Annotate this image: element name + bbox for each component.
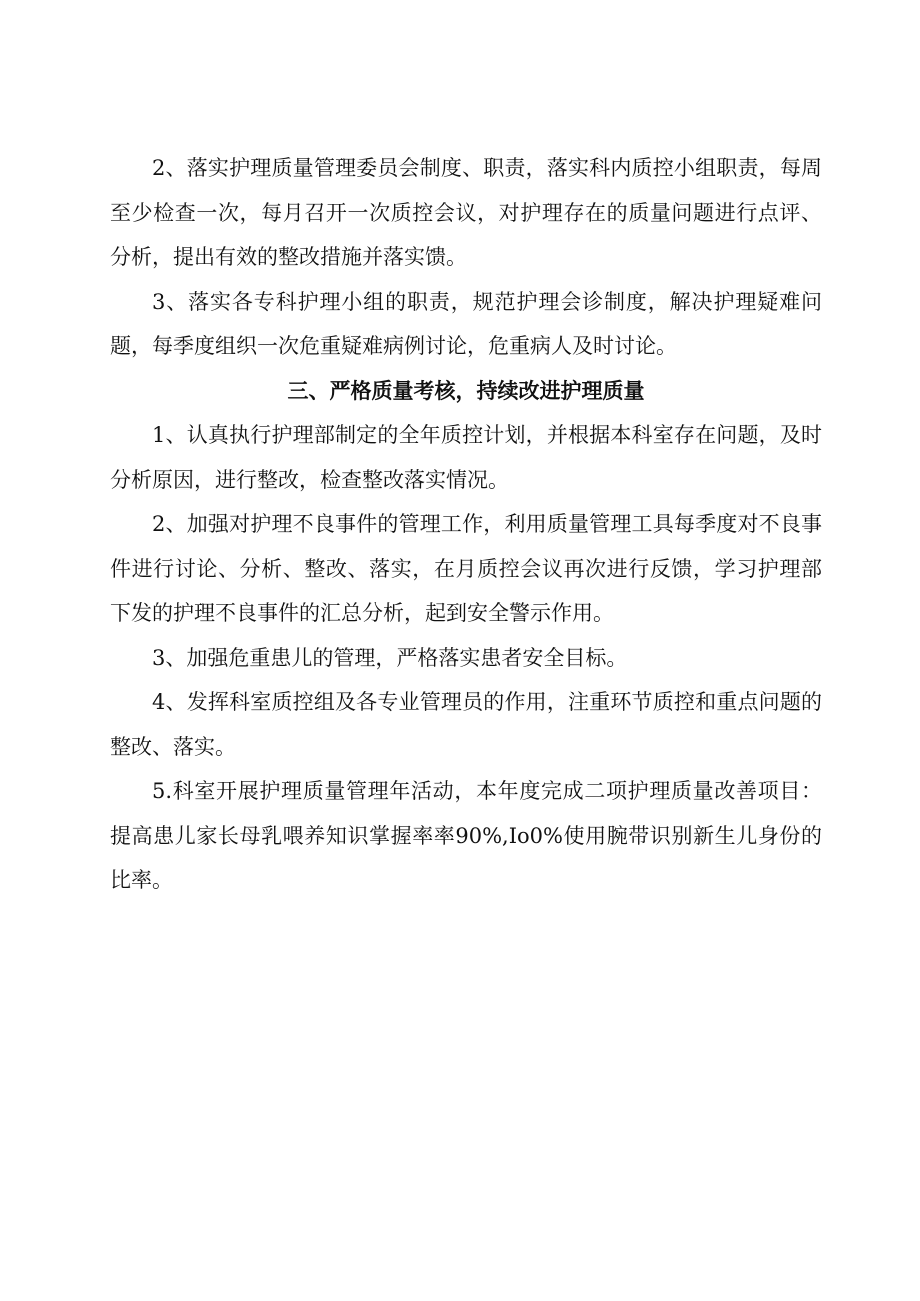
paragraph-item-2-adverse-events: 2、加强对护理不良事件的管理工作，利用质量管理工具每季度对不良事件进行讨论、分析、整改、落实，在月质控会议再次进行反馈，学习护理部下发的护理不良事件的汇总分析，起到安全警示作用。	[110, 512, 822, 625]
paragraph-item-3: 3、落实各专科护理小组的职责，规范护理会诊制度，解决护理疑难问题，每季度组织一次危重疑难病例讨论，危重病人及时讨论。	[110, 289, 822, 358]
paragraph-item-3-critical-care: 3、加强危重患儿的管理，严格落实患者安全目标。	[152, 645, 628, 670]
document-body	[110, 146, 822, 903]
paragraph-item-5-improvement-projects: 5.科室开展护理质量管理年活动，本年度完成二项护理质量改善项目：提高患儿家长母乳喂养知识掌握率率90%,Io0%使用腕带识别新生儿身份的比率。	[110, 779, 822, 892]
paragraph-item-1: 1、认真执行护理部制定的全年质控计划，并根据本科室存在问题，及时分析原因，进行整改，检查整改落实情况。	[110, 423, 822, 492]
paragraph-item-4-quality-control: 4、发挥科室质控组及各专业管理员的作用，注重环节质控和重点问题的整改、落实。	[110, 690, 822, 759]
section-heading: 三、严格质量考核，持续改进护理质量	[287, 378, 645, 403]
paragraph-item-2: 2、落实护理质量管理委员会制度、职责，落实科内质控小组职责，每周至少检查一次，每月召开一次质控会议，对护理存在的质量问题进行点评、分析，提出有效的整改措施并落实馈。	[110, 156, 822, 269]
